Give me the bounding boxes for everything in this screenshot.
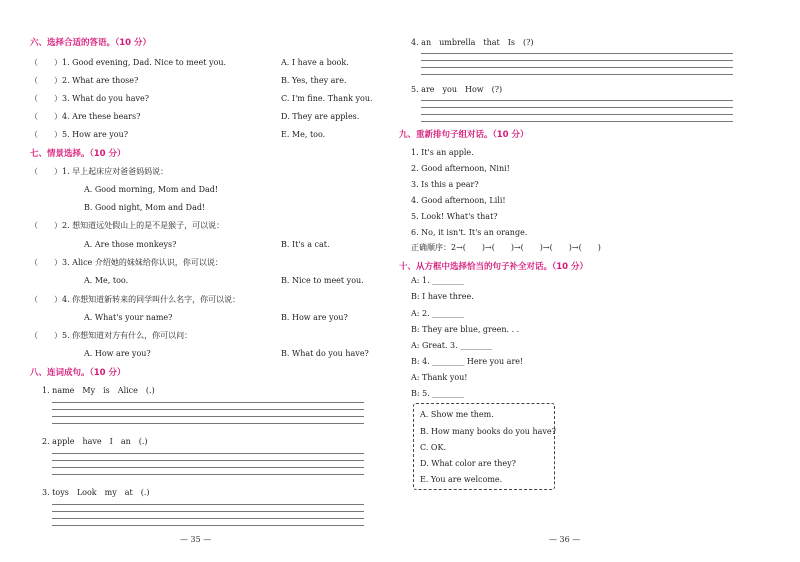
section-7-title: 七、情景选择。（10 分）	[30, 149, 126, 159]
option-6-b: B. Yes, they are.	[281, 76, 347, 85]
page-number-left: — 35 —	[180, 535, 212, 544]
section-8-title: 八、连词成句。（10 分）	[30, 368, 126, 378]
sentence-8-4: 4. an umbrella that Is (?)	[411, 38, 534, 47]
option-6-c: C. I'm fine. Thank you.	[281, 94, 373, 103]
dialog-10-6: B: 4. ________ Here you are!	[411, 357, 524, 366]
choice-d: D. What color are they?	[420, 459, 516, 468]
section-6-title: 六、选择合适的答语。（10 分）	[30, 38, 152, 48]
dialog-10-7: A: Thank you!	[411, 373, 468, 382]
dialog-9-2: 2. Good afternoon, Nini!	[411, 164, 510, 173]
writing-lines-8-1[interactable]	[52, 402, 364, 430]
choice-c: C. OK.	[420, 443, 446, 452]
dialog-10-3: A: 2. ________	[411, 309, 465, 318]
option-7-4a: A. What's your name?	[84, 313, 173, 322]
option-6-a: A. I have a book.	[281, 58, 349, 67]
question-7-4: （ ）4. 你想知道新转来的同学叫什么名字，你可以说：	[30, 295, 241, 304]
sentence-8-3: 3. toys Look my at (.)	[42, 488, 150, 497]
question-7-1: （ ）1. 早上起床应对爸爸妈妈说：	[30, 167, 169, 176]
dialog-10-2: B: I have three.	[411, 292, 474, 301]
question-7-3: （ ）3. Alice 介绍她的妹妹给你认识，你可以说：	[30, 258, 223, 267]
option-7-2a: A. Are those monkeys?	[84, 240, 177, 249]
dialog-9-5: 5. Look! What's that?	[411, 212, 498, 221]
option-6-d: D. They are apples.	[281, 112, 360, 121]
dialog-9-3: 3. Is this a pear?	[411, 180, 479, 189]
option-6-e: E. Me, too.	[281, 130, 326, 139]
option-7-3a: A. Me, too.	[84, 276, 129, 285]
sentence-8-1: 1. name My is Alice (.)	[42, 386, 155, 395]
question-6-1: （ ）1. Good evening, Dad. Nice to meet you.	[30, 58, 227, 67]
question-7-5: （ ）5. 你想知道对方有什么，你可以问：	[30, 331, 193, 340]
question-6-4: （ ）4. Are these bears?	[30, 112, 141, 121]
choice-e: E. You are welcome.	[420, 475, 503, 484]
question-6-3: （ ）3. What do you have?	[30, 94, 150, 103]
section-10-title: 十、从方框中选择恰当的句子补全对话。（10 分）	[399, 262, 589, 272]
writing-lines-8-4[interactable]	[421, 53, 733, 81]
sentence-8-5: 5. are you How (?)	[411, 85, 503, 94]
sentence-8-2: 2. apple have I an (.)	[42, 437, 148, 446]
choice-b: B. How many books do you have?	[420, 427, 556, 436]
dialog-10-1: A: 1. ________	[411, 276, 465, 285]
choice-a: A. Show me them.	[420, 410, 494, 419]
option-7-1a: A. Good morning, Mom and Dad!	[84, 185, 219, 194]
writing-lines-8-2[interactable]	[52, 453, 364, 481]
answer-order[interactable]: 正确顺序：2→( )→( )→( )→( )→( )	[411, 243, 601, 252]
option-7-2b: B. It's a cat.	[281, 240, 330, 249]
option-7-5b: B. What do you have?	[281, 349, 369, 358]
dialog-9-4: 4. Good afternoon, Lili!	[411, 196, 506, 205]
option-7-3b: B. Nice to meet you.	[281, 276, 364, 285]
question-6-5: （ ）5. How are you?	[30, 130, 129, 139]
writing-lines-8-5[interactable]	[421, 100, 733, 128]
question-7-2: （ ）2. 想知道远处假山上的是不是猴子，可以说：	[30, 221, 225, 230]
dialog-9-6: 6. No, it isn't. It's an orange.	[411, 228, 528, 237]
dialog-10-5: A: Great. 3. ________	[411, 341, 493, 350]
option-7-1b: B. Good night, Mom and Dad!	[84, 203, 206, 212]
dialog-10-4: B: They are blue, green. . .	[411, 325, 520, 334]
question-6-2: （ ）2. What are those?	[30, 76, 139, 85]
writing-lines-8-3[interactable]	[52, 504, 364, 532]
dialog-10-8: B: 5. ________	[411, 389, 465, 398]
option-7-4b: B. How are you?	[281, 313, 348, 322]
section-9-title: 九、重新排句子组对话。（10 分）	[399, 130, 529, 140]
dialog-9-1: 1. It's an apple.	[411, 148, 474, 157]
option-7-5a: A. How are you?	[84, 349, 151, 358]
page-number-right: — 36 —	[549, 535, 581, 544]
